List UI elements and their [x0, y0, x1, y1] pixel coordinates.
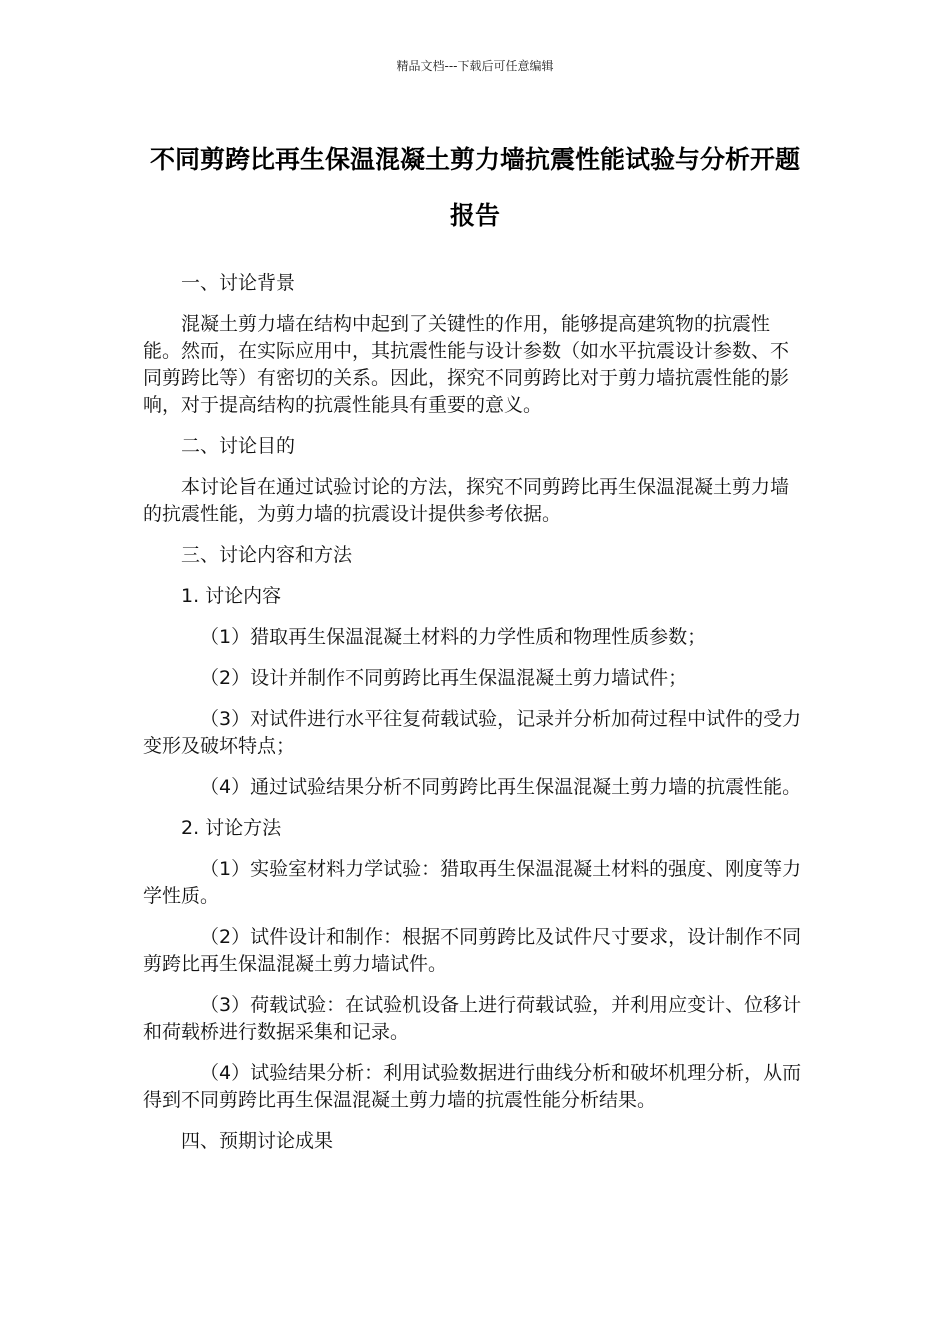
list-item: （4）试验结果分析：利用试验数据进行曲线分析和破坏机理分析，从而得到不同剪跨比再生保温混凝土剪力墙的抗震性能分析结果。: [143, 1062, 802, 1111]
document-title: 不同剪跨比再生保温混凝土剪力墙抗震性能试验与分析开题报告: [149, 145, 800, 230]
list-item: （3）荷载试验：在试验机设备上进行荷载试验，并利用应变计、位移计和荷载桥进行数据采集和记录。: [143, 994, 802, 1043]
list-item: （2）试件设计和制作：根据不同剪跨比及试件尺寸要求，设计制作不同剪跨比再生保温混凝土剪力墙试件。: [143, 926, 802, 975]
section-heading-purpose: 二、讨论目的: [181, 435, 296, 457]
list-item: （3）对试件进行水平往复荷载试验，记录并分析加荷过程中试件的受力变形及破坏特点；: [143, 708, 802, 757]
section-heading-content-method: 三、讨论内容和方法: [181, 544, 353, 566]
list-item: （4）通过试验结果分析不同剪跨比再生保温混凝土剪力墙的抗震性能。: [200, 776, 802, 798]
list-item: （2）设计并制作不同剪跨比再生保温混凝土剪力墙试件；: [200, 667, 688, 689]
section-heading-results: 四、预期讨论成果: [181, 1130, 334, 1152]
page-header: 精品文档---下载后可任意编辑: [396, 59, 554, 73]
subheading-method: 2. 讨论方法: [181, 817, 282, 839]
paragraph-purpose: 本讨论旨在通过试验讨论的方法，探究不同剪跨比再生保温混凝土剪力墙的抗震性能，为剪力墙的抗震设计提供参考依据。: [143, 476, 790, 525]
document-body: [143, 270, 807, 1169]
paragraph-background: 混凝土剪力墙在结构中起到了关键性的作用，能够提高建筑物的抗震性能。然而，在实际应用中，其抗震性能与设计参数（如水平抗震设计参数、不同剪跨比等）有密切的关系。因此，探究不同剪跨比对于剪力墙抗震性能的影响，对于提高结构的抗震性能具有重要的意义。: [143, 313, 790, 416]
subheading-content: 1. 讨论内容: [181, 585, 282, 607]
list-item: （1）实验室材料力学试验：猎取再生保温混凝土材料的强度、刚度等力学性质。: [143, 858, 802, 907]
section-heading-background: 一、讨论背景: [181, 272, 296, 294]
list-item: （1）猎取再生保温混凝土材料的力学性质和物理性质参数；: [200, 626, 707, 648]
